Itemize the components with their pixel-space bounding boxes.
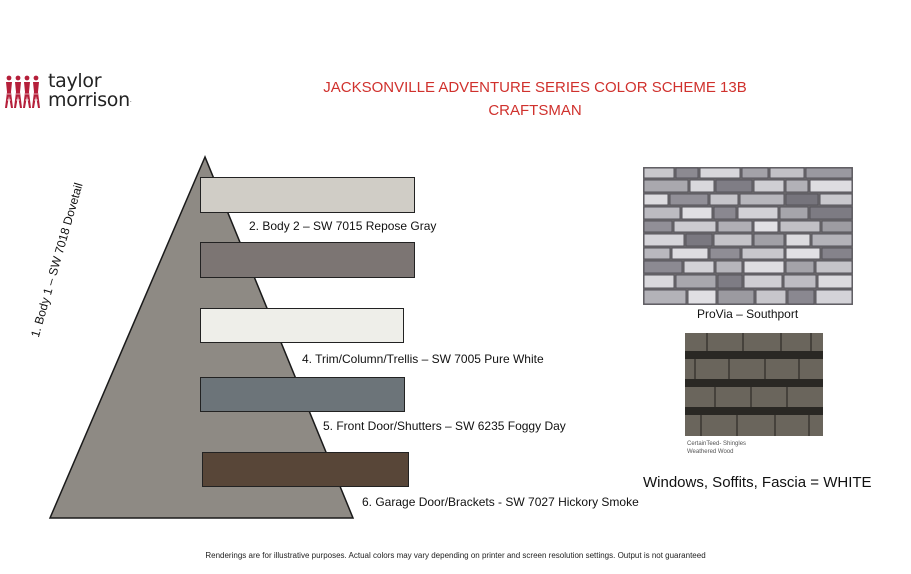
brand-name-line2: morrison (48, 89, 130, 111)
disclaimer: Renderings are for illustrative purposes. Actual colors may vary depending on printer and screen resolution settings. Output is not guaranteed (205, 551, 706, 560)
swatch-garage-door-label: 6. Garage Door/Brackets - SW 7027 Hickory Smoke (362, 495, 639, 509)
title-line1: JACKSONVILLE ADVENTURE SERIES COLOR SCHEME 13B (323, 79, 747, 96)
roof-caption-line1: CertainTeed- Shingles (687, 441, 747, 447)
swatch-front-door (200, 377, 405, 412)
roof-caption (687, 440, 746, 456)
registered-mark-icon: . (129, 97, 132, 104)
swatch-front-door-label: 5. Front Door/Shutters – SW 6235 Foggy Day (323, 419, 566, 433)
swatch-body2-label: 2. Body 2 – SW 7015 Repose Gray (249, 219, 437, 233)
swatch-accent (200, 242, 415, 278)
stone-caption: ProVia – Southport (697, 307, 799, 321)
title-line2: CRAFTSMAN (488, 102, 582, 119)
shingle-texture-icon (685, 333, 823, 436)
windows-note: Windows, Soffits, Fascia = WHITE (643, 474, 872, 491)
stone-texture-icon (643, 167, 853, 305)
swatch-body2 (200, 177, 415, 213)
swatch-trim (200, 308, 404, 343)
body1-label: 1. Body 1 – SW 7018 Dovetail (28, 181, 86, 339)
swatch-garage-door (202, 452, 409, 487)
brand-name-line1: taylor (48, 70, 102, 92)
roof-caption-line2: Weathered Wood (687, 449, 734, 455)
swatch-trim-label: 4. Trim/Column/Trellis – SW 7005 Pure White (302, 352, 544, 366)
